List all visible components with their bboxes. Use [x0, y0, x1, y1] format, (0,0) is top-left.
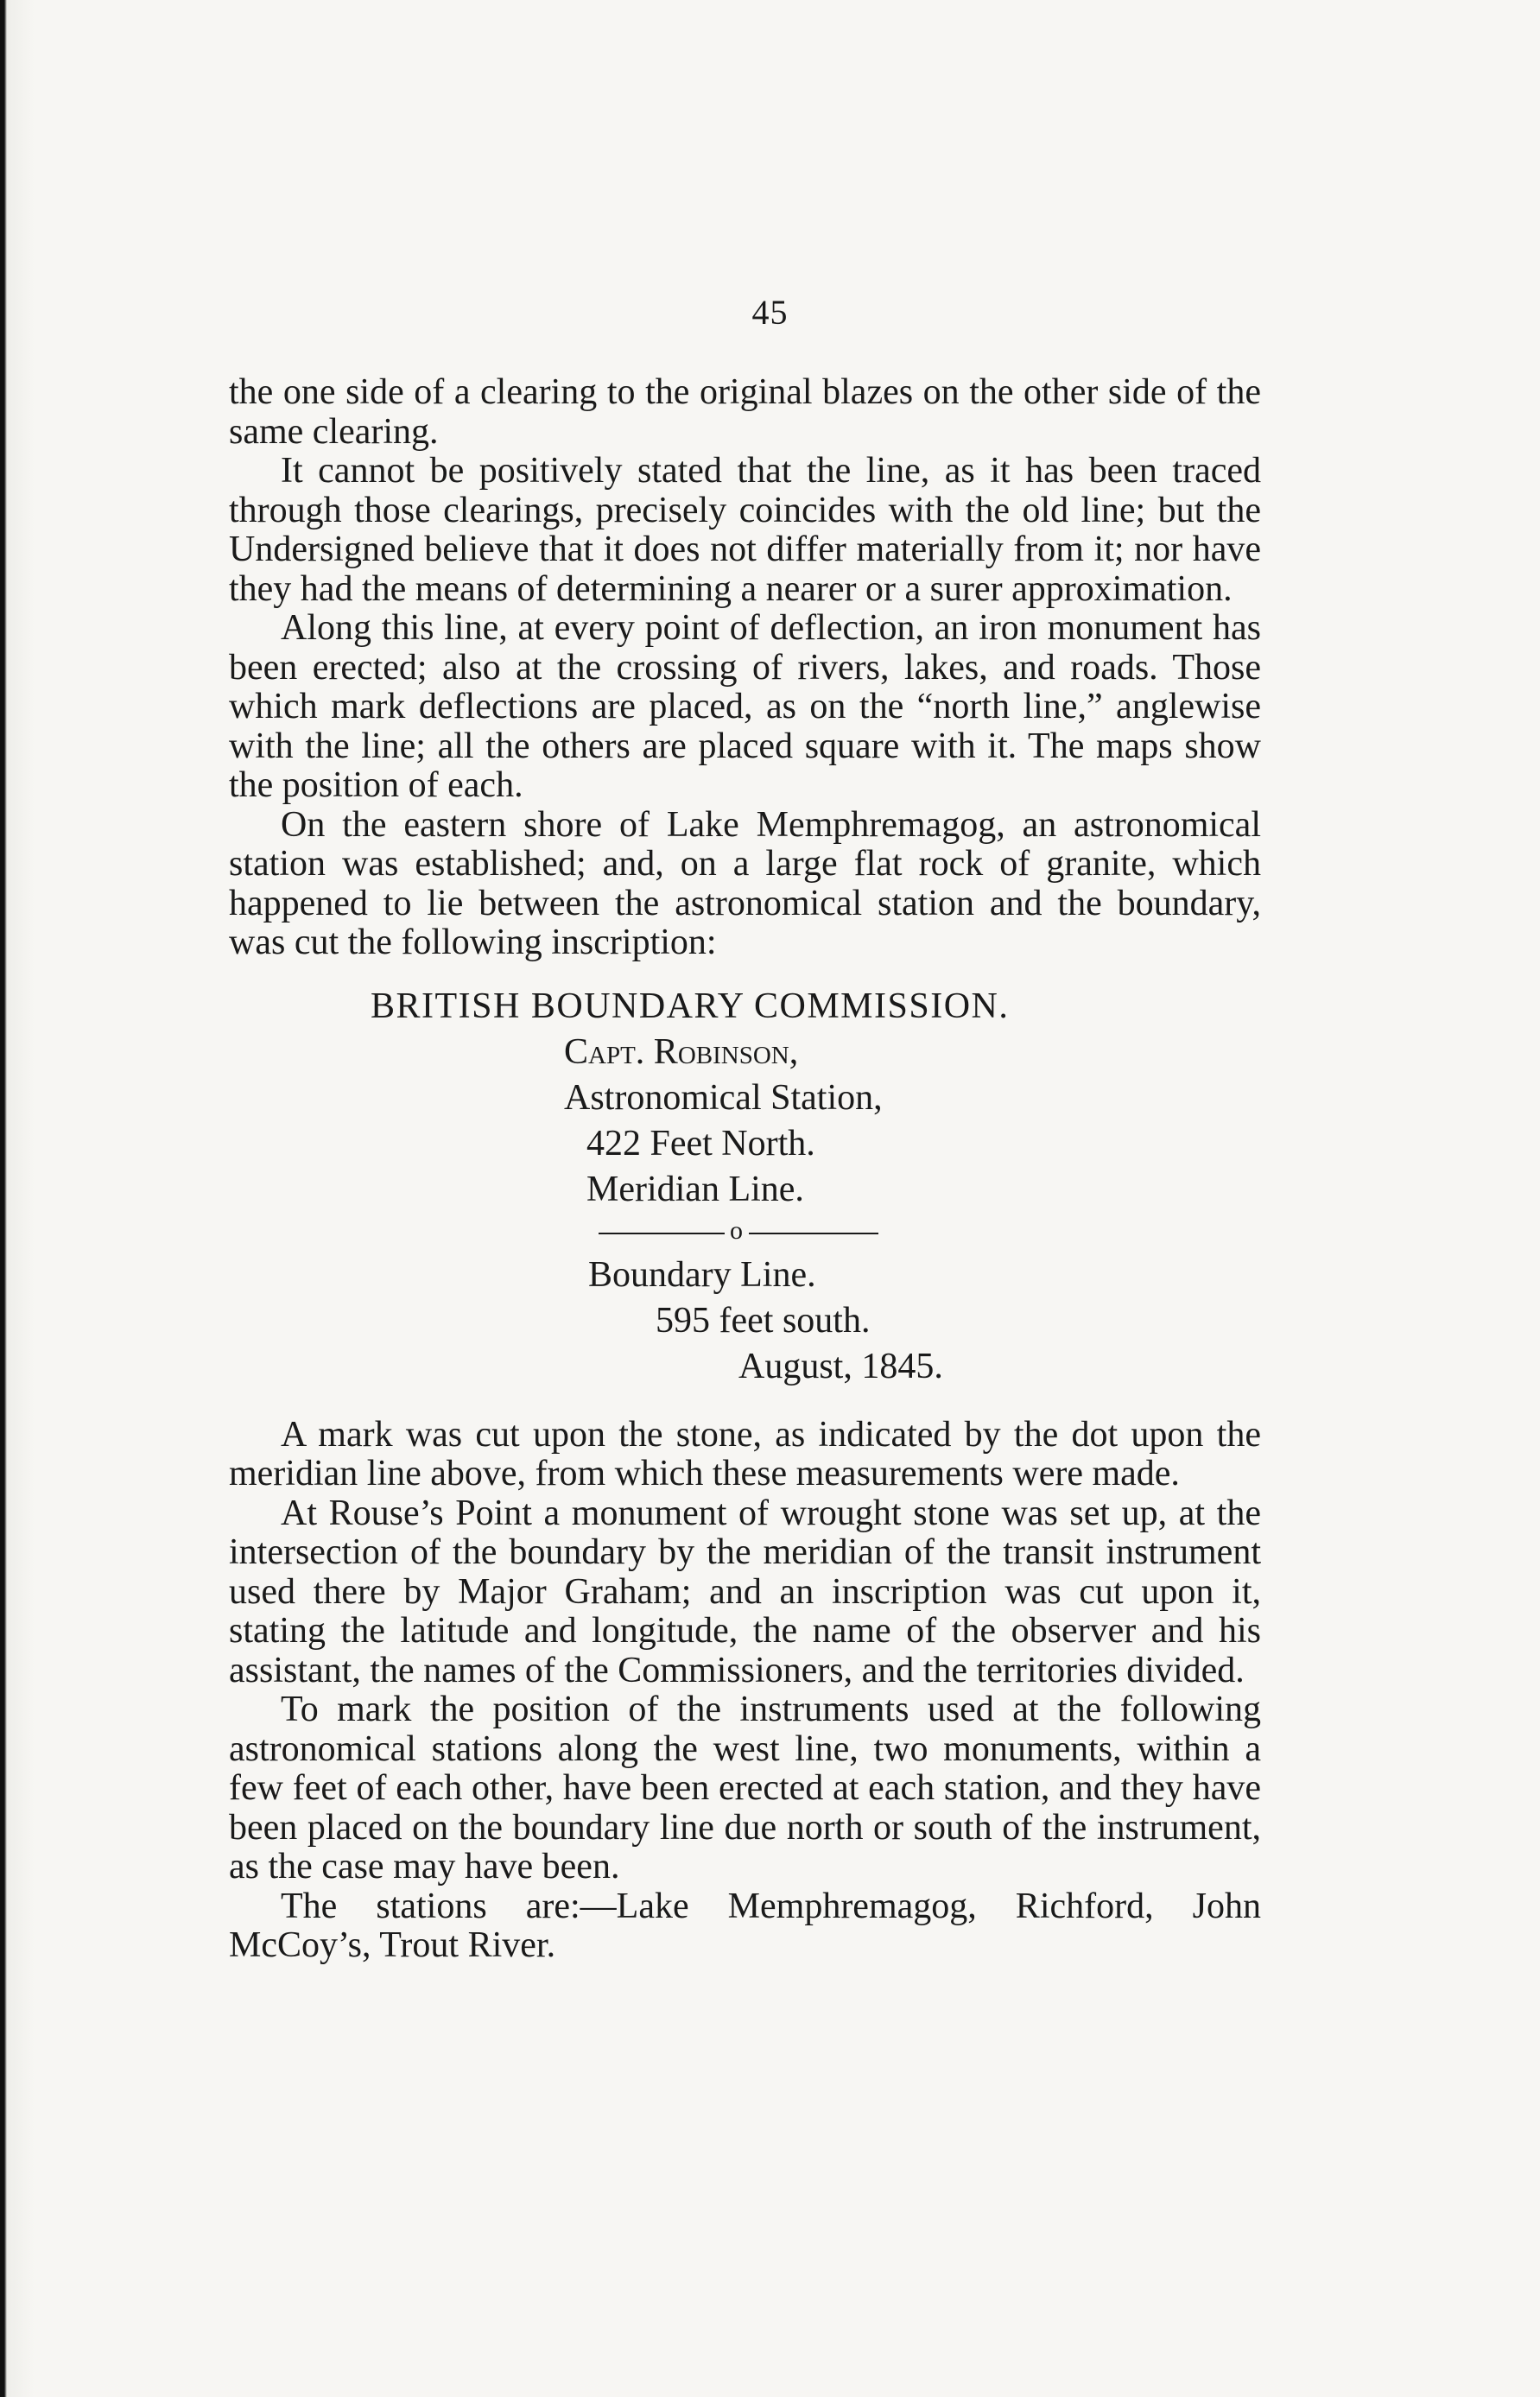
inscription-line: Astronomical Station,	[564, 1077, 883, 1118]
divider-line	[599, 1233, 725, 1234]
inscription-line: Boundary Line.	[588, 1254, 816, 1295]
paragraph: The stations are:—Lake Memphremagog, Richford, John McCoy’s, Trout River.	[229, 1886, 1261, 1965]
paragraph: A mark was cut upon the stone, as indicated by the dot upon the meridian line above, from which these measurements were made.	[229, 1414, 1261, 1493]
page-number: 45	[751, 293, 789, 332]
divider-line	[749, 1233, 878, 1234]
divider-mark: o	[730, 1215, 743, 1245]
inscription-line: Meridian Line.	[586, 1169, 804, 1209]
inscription-captain: Capt. Robinson,	[564, 1031, 799, 1072]
inscription-divider	[229, 1213, 1261, 1252]
paragraph: It cannot be positively stated that the line, as it has been traced through those clearings, precisely coincides with the old line; but the Undersigned believe that it does not differ materially from it; nor have they had the means of determining a nearer or a surer approximation.	[229, 451, 1261, 609]
body-text	[229, 373, 1261, 1966]
paragraph: To mark the position of the instruments used at the following astronomical stations along the west line, two monuments, within a few feet of each other, have been erected at each station, and they have been placed on the boundary line due north or south of the instrument, as the case may have been.	[229, 1690, 1261, 1887]
inscription-block	[229, 984, 1261, 1390]
paragraph: At Rouse’s Point a monument of wrought stone was set up, at the intersection of the boundary by the meridian of the transit instrument used there by Major Graham; and an inscription was cut upon it, stating the latitude and longitude, the name of the observer and his assistant, the names of the Commissioners, and the territories divided.	[229, 1493, 1261, 1690]
paragraph: the one side of a clearing to the original blazes on the other side of the same clearing.	[229, 372, 1261, 452]
inscription-line: 422 Feet North.	[586, 1123, 815, 1164]
inscription-line: 595 feet south.	[656, 1300, 871, 1341]
book-spine-shadow	[0, 0, 35, 2397]
paragraph: Along this line, at every point of deflection, an iron monument has been erected; also at the crossing of rivers, lakes, and roads. Those which mark deflections are placed, as on the “north line,” anglewise with the line; all the others are placed square with it. The maps show the position of each.	[229, 608, 1261, 805]
paragraph: On the eastern shore of Lake Memphremagog, an astronomical station was established; and, on a large flat rock of granite, which happened to lie between the astronomical station and the boundary, was cut the following inscription:	[229, 804, 1261, 962]
inscription-date: August, 1845.	[738, 1346, 943, 1386]
inscription-title: BRITISH BOUNDARY COMMISSION.	[371, 986, 1010, 1026]
